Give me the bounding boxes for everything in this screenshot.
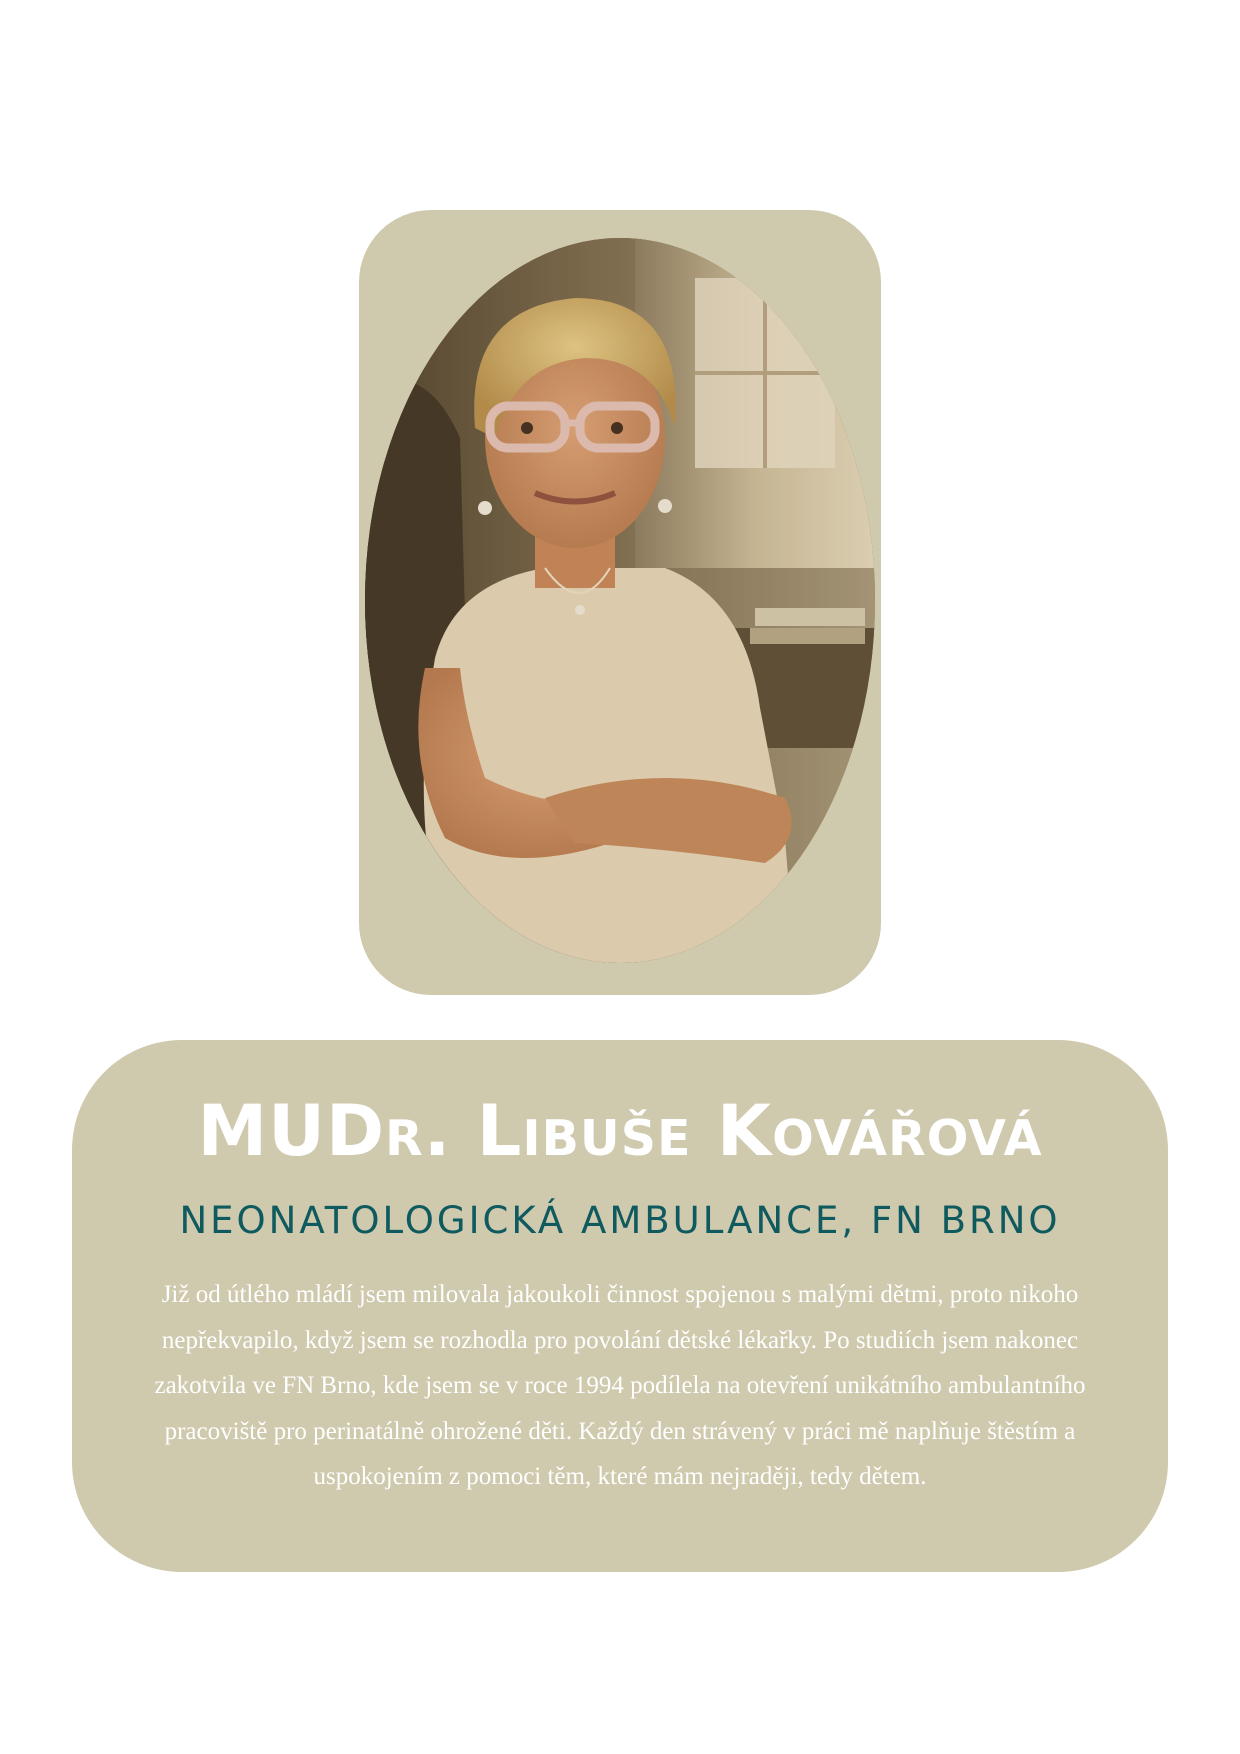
portrait-photo: [365, 238, 875, 963]
portrait-illustration: [365, 238, 875, 963]
info-card: [72, 1040, 1168, 1572]
photo-card: [359, 210, 881, 995]
bio-paragraph: Již od útlého mládí jsem milovala jakoukoli činnost spojenou s malými dětmi, proto nikoho nepřekvapilo, když jsem se rozhodla pro povolání dětské lékařky. Po studiích jsem nakonec zakotvila ve FN Brno, kde jsem se v roce 1994 podílela na otevření unikátního ambulantního pracoviště pro perinatálně ohrožené děti. Každý den strávený v práci mě naplňuje štěstím a uspokojením z pomoci těm, které mám nejraději, tedy dětem.: [154, 1281, 1086, 1490]
doctor-name: MUDr. Libuše Kovářová: [197, 1090, 1043, 1172]
department-title: NEONATOLOGICKÁ AMBULANCE, FN BRNO: [179, 1199, 1061, 1242]
